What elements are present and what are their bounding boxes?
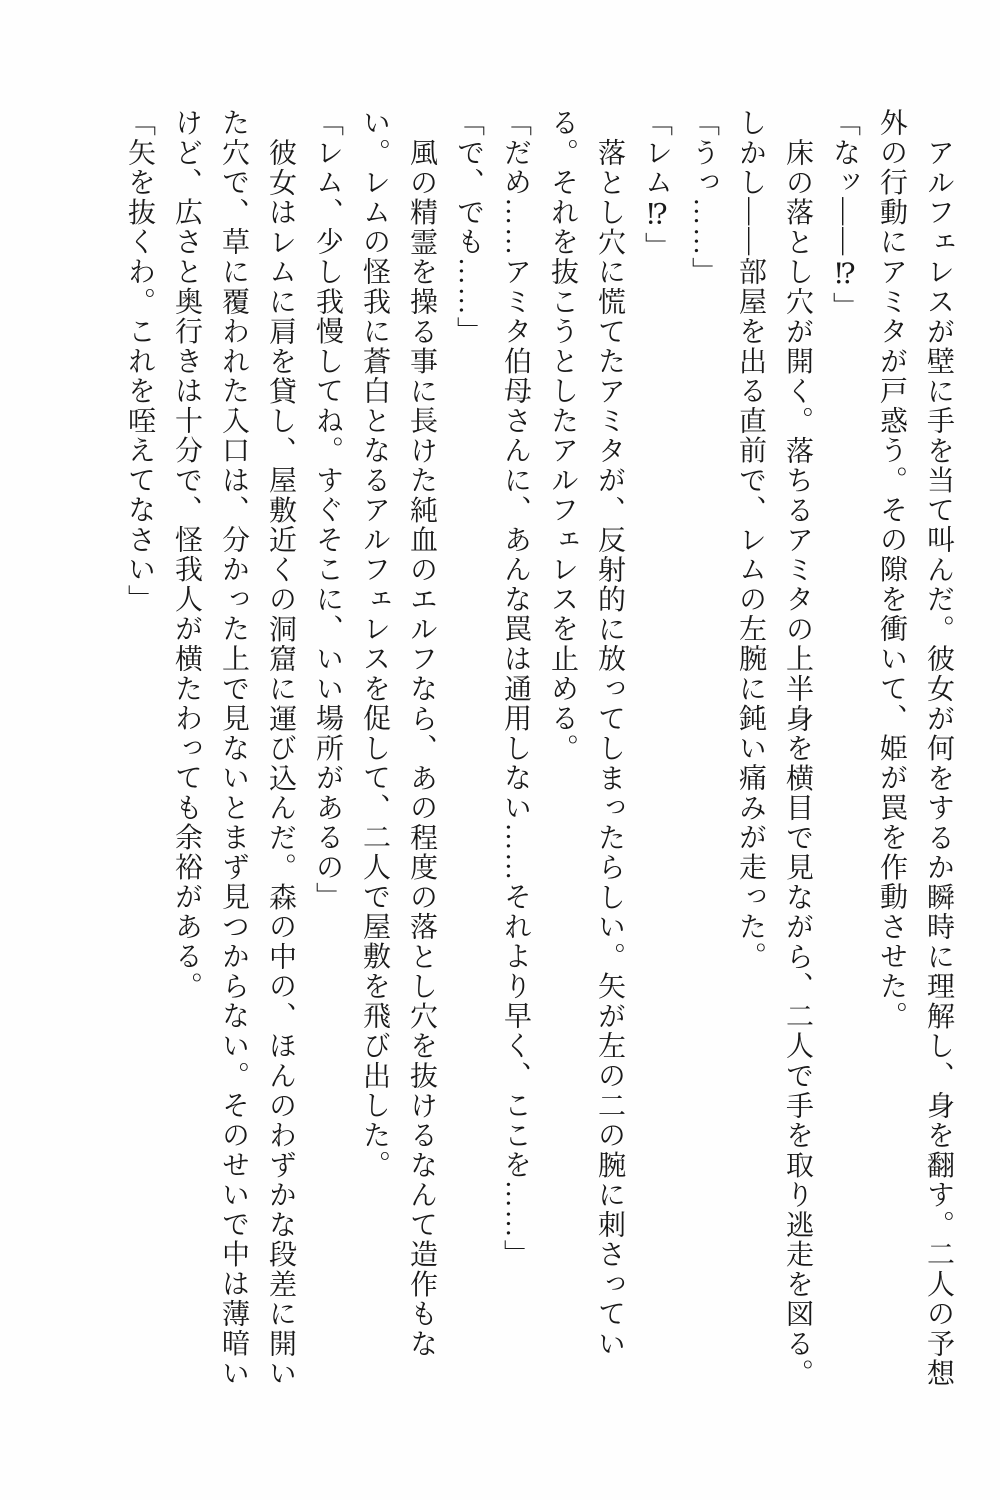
novel-paragraph: 「矢を抜くわ。これを咥えてなさい」 <box>124 108 155 615</box>
novel-paragraph: アルフェレスが壁に手を当て叫んだ。彼女が何をするか瞬時に理解し、身を翻す。二人の予想外の行動にアミタが戸惑う。その隙を衝いて、姫が罠を作動させた。 <box>876 108 954 1389</box>
novel-paragraph: 「なッ――⁉」 <box>829 108 860 322</box>
novel-paragraph: しかし――部屋を出る直前で、レムの左腕に鈍い痛みが走った。 <box>735 108 766 972</box>
novel-paragraph: 風の精霊を操る事に長けた純血のエルフなら、あの程度の落とし穴を抜けるなんて造作もない。レムの怪我に蒼白となるアルフェレスを促して、二人で屋敷を飛び出した。 <box>359 108 437 1359</box>
novel-paragraph: 「だめ……アミタ伯母さんに、あんな罠は通用しない……それより早く、ここを……」 <box>500 108 531 1270</box>
novel-paragraph: 「レム⁉」 <box>641 108 672 262</box>
novel-paragraph: 床の落とし穴が開く。落ちるアミタの上半身を横目で見ながら、二人で手を取り逃走を図る。 <box>782 137 813 1389</box>
novel-paragraph: 「うっ……」 <box>688 108 719 287</box>
novel-paragraph: 「で、でも……」 <box>453 108 484 347</box>
novel-paragraph: 「レム、少し我慢してね。すぐそこに、いい場所があるの」 <box>312 108 343 912</box>
novel-paragraph: 彼女はレムに肩を貸し、屋敷近くの洞窟に運び込んだ。森の中の、ほんのわずかな段差に開いた穴で、草に覆われた入口は、分かった上で見ないとまず見つからない。そのせいで中は薄暗いけど、広さと奥行きは十分で、怪我人が横たわっても余裕がある。 <box>171 108 296 1389</box>
novel-paragraph: 落とし穴に慌てたアミタが、反射的に放ってしまったらしい。矢が左の二の腕に刺さっている。それを抜こうとしたアルフェレスを止める。 <box>547 108 625 1359</box>
novel-text-block <box>116 108 962 1392</box>
